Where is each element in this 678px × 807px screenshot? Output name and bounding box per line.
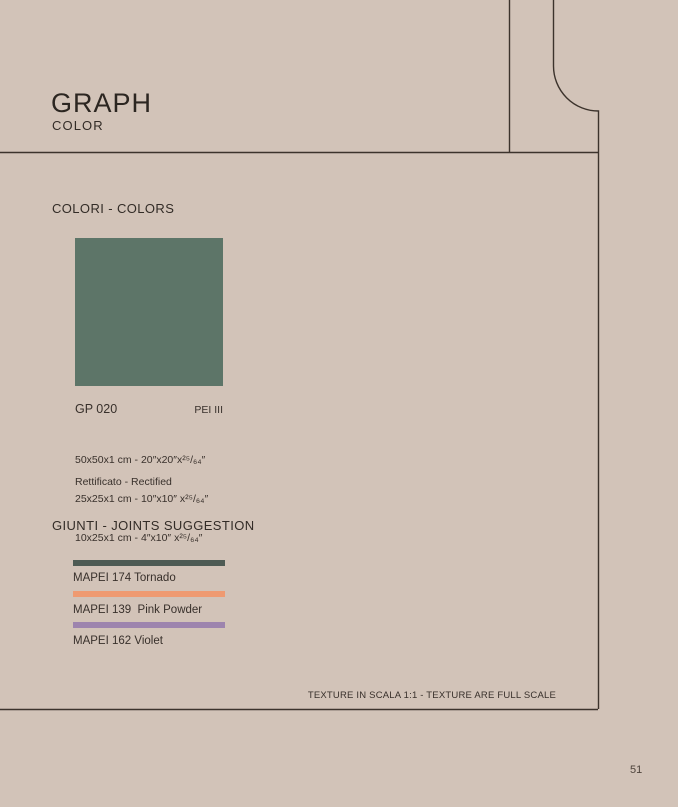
product-title: GRAPH [51,88,153,118]
joint-label: MAPEI 162 Violet [73,635,163,647]
swatch-caption-row [75,402,223,416]
color-swatch [75,238,223,386]
joint-label: MAPEI 174 Tornado [73,572,176,584]
product-series: COLOR [52,118,104,133]
scale-note: TEXTURE IN SCALA 1:1 - TEXTURE ARE FULL SCALE [307,690,556,701]
joint-label: MAPEI 139 Pink Powder [73,604,203,616]
size-list [75,428,208,571]
joint-color-bar [73,591,225,597]
pei-rating: PEI III [194,404,223,416]
size-line: 10x25x1 cm - 4″x10″ x²⁵/₆₄″ [75,532,203,544]
size-line: 50x50x1 cm - 20″x20″x²⁵/₆₄″ [75,454,206,466]
joint-color-bar [73,560,225,566]
joints-section-heading: GIUNTI - JOINTS SUGGESTION [52,518,255,533]
colors-section-heading: COLORI - COLORS [52,201,175,216]
finish-note: Rettificato - Rectified [75,476,172,488]
swatch-code: GP 020 [75,402,118,416]
joint-color-bar [73,622,225,628]
page-number: 51 [630,764,643,776]
frame-curved-tab [554,0,599,709]
size-line: 25x25x1 cm - 10″x10″ x²⁵/₆₄″ [75,493,209,505]
